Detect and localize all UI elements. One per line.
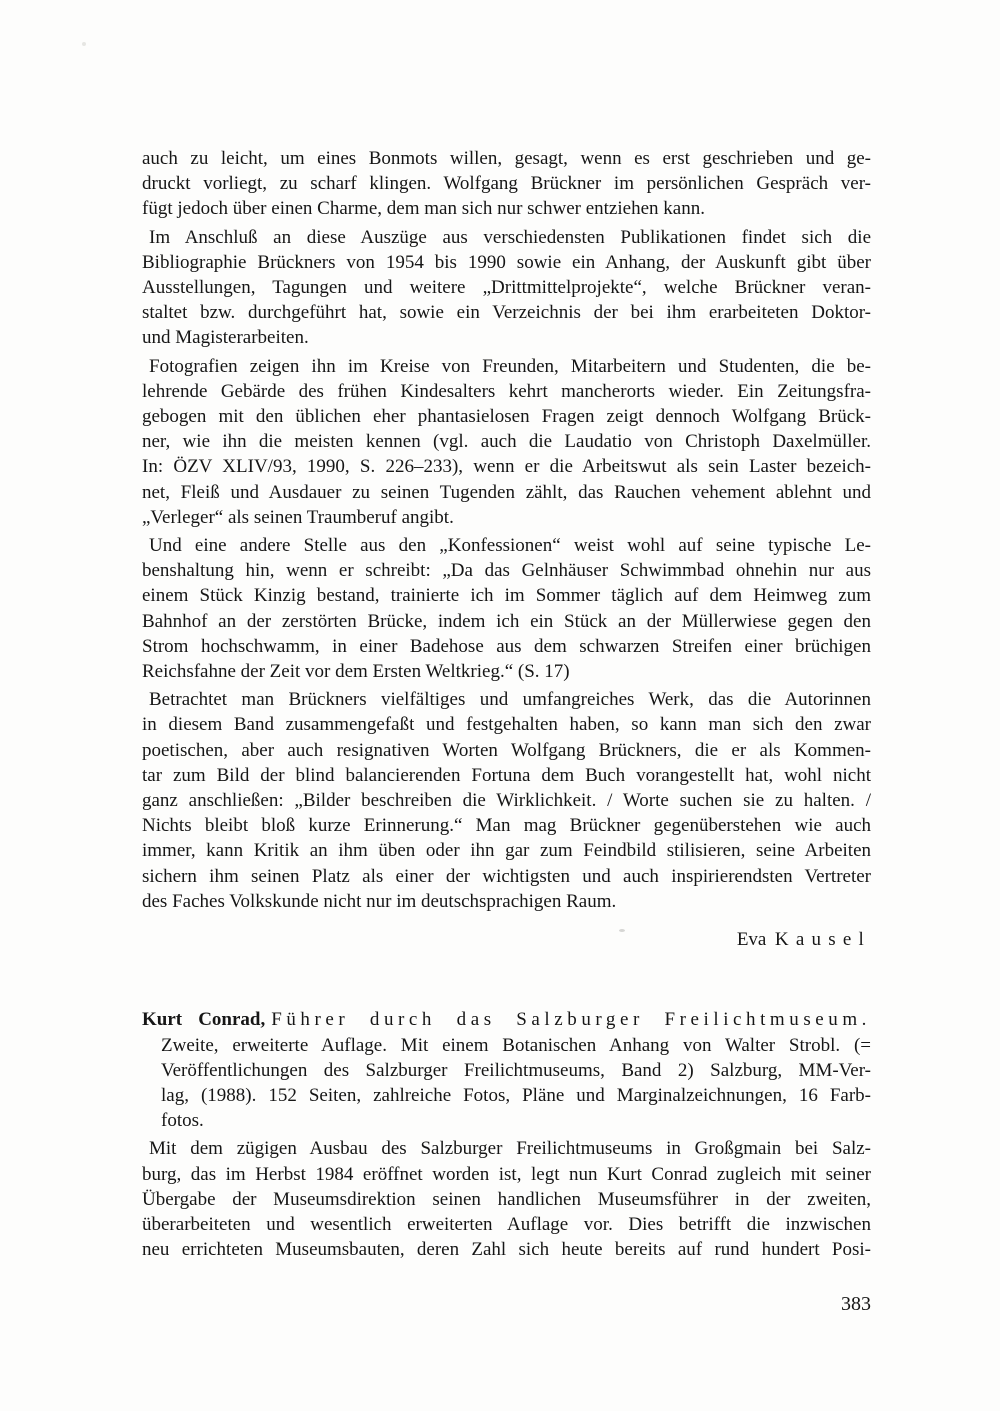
text-line: gebogen mit den üblichen eher phantasielosen Fragen zeigt dennoch Wolfgang Brück- <box>142 406 871 428</box>
review-paragraph <box>142 1136 871 1262</box>
text-line: ner, wie ihn die meisten kennen (vgl. auch die Laudatio von Christoph Daxelmüller. <box>142 431 871 453</box>
review-author: Kurt Conrad, <box>142 1009 266 1031</box>
review-citation-continuation <box>142 1033 871 1134</box>
article-paragraph <box>142 225 871 351</box>
text-line: Betrachtet man Brückners vielfältiges und umfangreiches Werk, das die Autorinnen <box>149 689 871 711</box>
article-paragraph <box>142 146 871 222</box>
text-line: Strom hochschwamm, in einer Badehose aus dem schwarzen Streifen einer brüchigen <box>142 635 871 657</box>
text-line: poetischen, aber auch resignativen Worten Wolfgang Brückners, die er als Kommen- <box>142 739 871 761</box>
text-line: ganz anschließen: „Bilder beschreiben die Wirklichkeit. / Worte suchen sie zu halten. / <box>142 790 871 812</box>
text-line: einem Stück Kinzig bestand, trainierte ich im Sommer täglich auf dem Heimweg zum <box>142 585 871 607</box>
text-line: Mit dem zügigen Ausbau des Salzburger Freilichtmuseums in Großgmain bei Salz- <box>149 1138 871 1160</box>
article-paragraph <box>142 354 871 530</box>
text-line: auch zu leicht, um eines Bonmots willen, gesagt, wenn es erst geschrieben und ge- <box>142 148 871 169</box>
review-title: Führer durch das Salzburger Freilichtmuseum. <box>271 1009 871 1031</box>
text-line: Fotografien zeigen ihn im Kreise von Freunden, Mitarbeitern und Studenten, die be- <box>149 355 871 377</box>
reviewer-given-name: Eva <box>736 929 767 951</box>
text-line: überarbeiteten und wesentlich erweiterten Auflage vor. Dies betrifft die inzwischen <box>142 1213 871 1235</box>
text-line: Zweite, erweiterte Auflage. Mit einem Botanischen Anhang von Walter Strobl. (= <box>161 1034 871 1056</box>
article-paragraph <box>142 687 871 914</box>
text-line: lehrende Gebärde des frühen Kindesalters kehrt mancherorts wieder. Ein Zeitungsfra- <box>142 380 871 402</box>
text-line: druckt vorliegt, zu scharf klingen. Wolfgang Brückner im persönlichen Gespräch ver- <box>142 173 871 195</box>
text-line: Und eine andere Stelle aus den „Konfessionen“ weist wohl auf seine typische Le- <box>149 535 871 557</box>
review-citation-headline <box>142 1007 871 1032</box>
text-line: Übergabe der Museumsdirektion seinen handlichen Museumsführer in der zweiten, <box>142 1188 871 1210</box>
scan-speck <box>82 42 86 46</box>
text-line: „Verleger“ als seinen Traumberuf angibt. <box>142 506 454 528</box>
text-line: burg, das im Herbst 1984 eröffnet worden ist, legt nun Kurt Conrad zugleich mit seiner <box>142 1163 871 1185</box>
text-line: In: ÖZV XLIV/93, 1990, S. 226–233), wenn er die Arbeitswut als sein Laster bezeich- <box>142 456 871 478</box>
text-line: net, Fleiß und Ausdauer zu seinen Tugenden zählt, das Rauchen vehement ablehnt und <box>142 481 871 503</box>
text-line: und Magisterarbeiten. <box>142 327 309 349</box>
text-line: neu errichteten Museumsbauten, deren Zahl sich heute bereits auf rund hundert Posi- <box>142 1239 871 1261</box>
page-number: 383 <box>841 1293 871 1315</box>
reviewer-family-name: Kausel <box>774 929 871 951</box>
text-line: Bahnhof an der zerstörten Brücke, indem ich ein Stück an der Müllerwiese gegen den <box>142 610 871 632</box>
text-line: Bibliographie Brückners von 1954 bis 1990 sowie ein Anhang, der Auskunft gibt über <box>142 251 871 273</box>
text-line: benshaltung hin, wenn er schreibt: „Da das Gelnhäuser Schwimmbad ohnehin nur aus <box>142 560 871 582</box>
text-line: fügt jedoch über einen Charme, dem man sich nur schwer entziehen kann. <box>142 198 705 220</box>
text-line: staltet bzw. durchgeführt hat, sowie ein Verzeichnis der bei ihm erarbeiteten Doktor- <box>142 302 871 324</box>
book-review-entry <box>142 1007 871 1262</box>
text-line: des Faches Volkskunde nicht nur im deutschsprachigen Raum. <box>142 890 617 912</box>
text-line: fotos. <box>161 1110 204 1132</box>
text-line: Im Anschluß an diese Auszüge aus verschiedensten Publikationen findet sich die <box>149 226 871 248</box>
text-line: tar zum Bild der blind balancierenden Fortuna dem Buch vorangestellt hat, wohl nicht <box>142 764 871 786</box>
text-line: in diesem Band zusammengefaßt und festgehalten haben, so kann man sich den zwar <box>142 714 871 736</box>
text-line: sichern ihm seinen Platz als einer der wichtigsten und auch inspirierendsten Vertreter <box>142 865 871 887</box>
text-line: Nichts bleibt bloß kurze Erinnerung.“ Man mag Brückner gegenüberstehen wie auch <box>142 815 871 837</box>
article-paragraph <box>142 533 871 684</box>
reviewer-signature <box>142 927 871 952</box>
text-line: lag, (1988). 152 Seiten, zahlreiche Fotos, Pläne und Marginalzeichnungen, 16 Farb- <box>161 1084 871 1106</box>
text-line: Reichsfahne der Zeit vor dem Ersten Weltkrieg.“ (S. 17) <box>142 661 570 683</box>
text-column <box>142 146 871 1262</box>
text-line: Ausstellungen, Tagungen und weitere „Drittmittelprojekte“, welche Brückner veran- <box>142 277 871 299</box>
text-line: Veröffentlichungen des Salzburger Freilichtmuseums, Band 2) Salzburg, MM-Ver- <box>161 1059 871 1081</box>
text-line: immer, kann Kritik an ihm üben oder ihn gar zum Feindbild stilisieren, seine Arbeiten <box>142 840 871 862</box>
